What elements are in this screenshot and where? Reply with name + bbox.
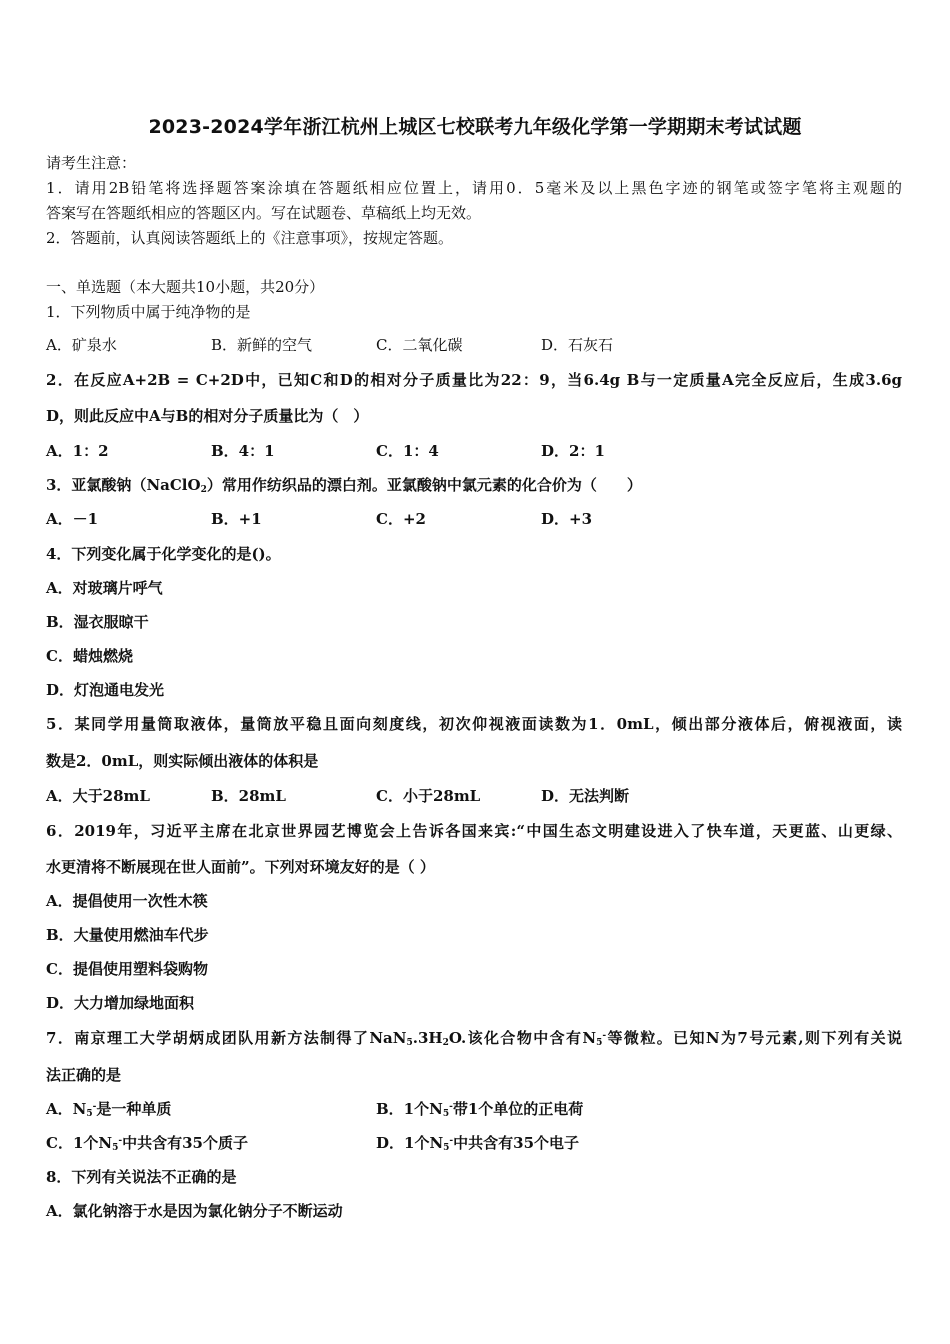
question-6-option-c: C．提倡使用塑料袋购物 [46, 960, 208, 978]
question-5-line-2: 数是2．0mL，则实际倾出液体的体积是 [46, 752, 319, 770]
question-1-option-a: A．矿泉水 [46, 336, 117, 354]
question-1-option-b: B．新鲜的空气 [211, 336, 313, 354]
question-5-option-a: A．大于28mL [46, 787, 150, 805]
question-4-option-b: B．湿衣服晾干 [46, 613, 149, 631]
question-4-option-d: D．灯泡通电发光 [46, 681, 165, 699]
question-2-line-2: D，则此反应中A与B的相对分子质量比为（ ） [46, 407, 369, 425]
question-3-option-c: C．+2 [376, 510, 426, 528]
question-6-option-a: A．提倡使用一次性木筷 [46, 892, 208, 910]
question-7-line-2: 法正确的是 [46, 1066, 122, 1084]
question-7-option-b: B．1个$N_5^-$带1个单位的正电荷 [376, 1100, 584, 1119]
question-3-stem: 3．亚氯酸钠（NaClO$_2$）常用作纺织品的漂白剂。亚氯酸钠中氯元素的化合价为（ ） [46, 476, 642, 495]
notice-item-1-line-2: 答案写在答题纸相应的答题区内。写在试题卷、草稿纸上均无效。 [46, 204, 482, 222]
question-6-line-2: 水更清将不断展现在世人面前”。下列对环境友好的是（ ） [46, 858, 435, 876]
question-4-option-c: C．蜡烛燃烧 [46, 647, 133, 665]
question-6-option-d: D．大力增加绿地面积 [46, 994, 195, 1012]
question-1-option-c: C．二氧化碳 [376, 336, 463, 354]
question-5-option-b: B．28mL [211, 787, 286, 805]
question-7-option-a: A．$N_5^-$是一种单质 [46, 1100, 172, 1119]
question-7-line-1: 7．南京理工大学胡炳成团队用新方法制得了$NaN_5.3H_2O$.该化合物中含有$N_5^-$等微粒。已知N为7号元素,则下列有关说 [46, 1029, 902, 1048]
question-4-option-a: A．对玻璃片呼气 [46, 579, 163, 597]
question-3-option-d: D．+3 [541, 510, 593, 528]
question-2-option-a: A．1：2 [46, 442, 109, 460]
question-7-option-c: C．1个$N_5^-$中共含有35个质子 [46, 1134, 248, 1153]
question-5-option-c: C．小于28mL [376, 787, 481, 805]
question-8-option-a: A．氯化钠溶于水是因为氯化钠分子不断运动 [46, 1202, 343, 1220]
question-2-option-b: B．4：1 [211, 442, 275, 460]
question-1-option-d: D．石灰石 [541, 336, 614, 354]
question-1-stem: 1．下列物质中属于纯净物的是 [46, 303, 251, 321]
notice-heading: 请考生注意： [46, 154, 137, 172]
question-6-option-b: B．大量使用燃油车代步 [46, 926, 209, 944]
question-5-option-d: D．无法判断 [541, 787, 630, 805]
notice-item-2: 2．答题前，认真阅读答题纸上的《注意事项》，按规定答题。 [46, 229, 454, 247]
section-heading: 一、单选题（本大题共10小题，共20分） [46, 278, 325, 296]
page-title: 2023-2024学年浙江杭州上城区七校联考九年级化学第一学期期末考试试题 [148, 116, 802, 138]
question-2-line-1: 2．在反应A+2B = C+2D中，已知C和D的相对分子质量比为22：9，当6.4g B与一定质量A完全反应后，生成3.6g [46, 371, 902, 389]
question-3-option-a: A．－1 [46, 510, 99, 528]
question-3-option-b: B．+1 [211, 510, 262, 528]
question-4-stem: 4．下列变化属于化学变化的是()。 [46, 545, 281, 563]
question-2-option-d: D．2：1 [541, 442, 605, 460]
question-7-option-d: D．1个$N_5^-$中共含有35个电子 [376, 1134, 580, 1153]
question-5-line-1: 5．某同学用量筒取液体，量筒放平稳且面向刻度线，初次仰视液面读数为1．0mL，倾出部分液体后，俯视液面，读 [46, 715, 902, 733]
question-6-line-1: 6．2019年，习近平主席在北京世界园艺博览会上告诉各国来宾:“中国生态文明建设进入了快车道，天更蓝、山更绿、 [46, 822, 902, 840]
notice-item-1-line-1: 1．请用2B铅笔将选择题答案涂填在答题纸相应位置上，请用0．5毫米及以上黑色字迹的钢笔或签字笔将主观题的 [46, 179, 902, 197]
question-8-stem: 8．下列有关说法不正确的是 [46, 1168, 237, 1186]
question-2-option-c: C．1：4 [376, 442, 439, 460]
